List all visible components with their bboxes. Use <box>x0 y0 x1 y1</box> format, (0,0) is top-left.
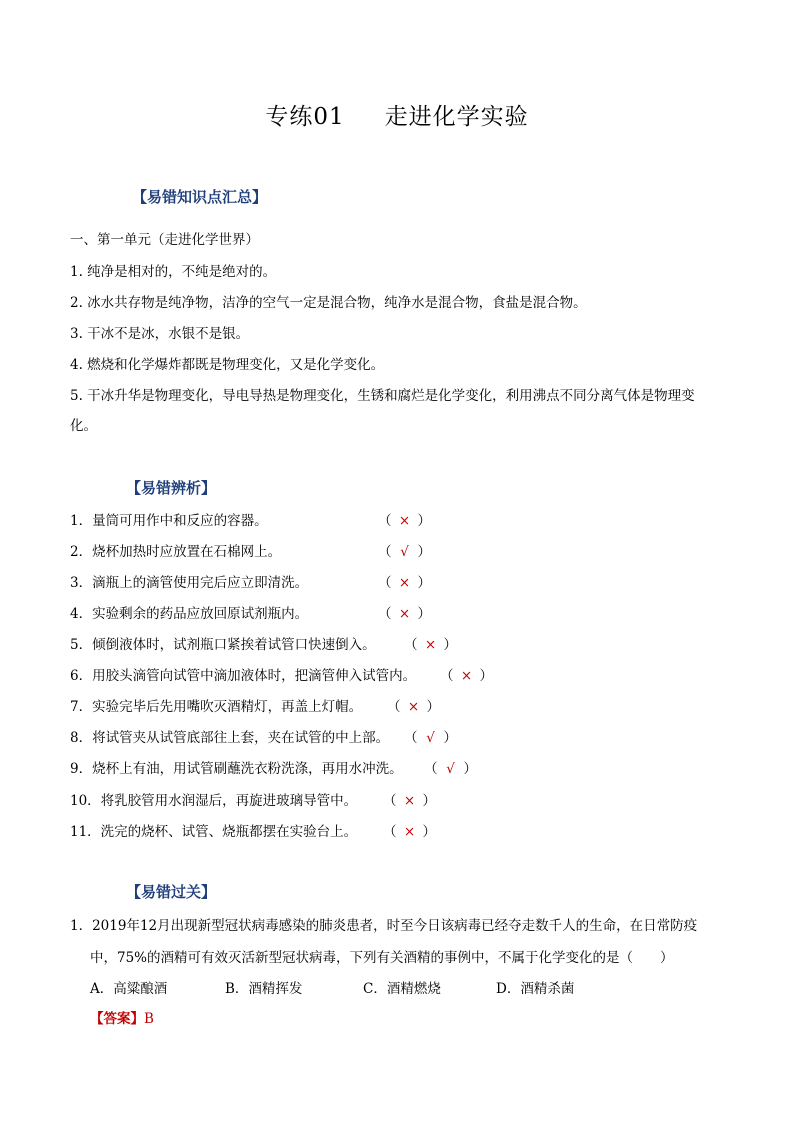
option-c: C．酒精燃烧 <box>363 981 441 997</box>
knowledge-point-continued: 化。 <box>70 418 97 434</box>
section-heading-practice: 【易错过关】 <box>126 883 217 901</box>
judgement-item: 6．用胶头滴管向试管中滴加液体时，把滴管伸入试管内。 <box>70 668 417 684</box>
judgement-item: 9．烧杯上有油，用试管刷蘸洗衣粉洗涤，再用水冲洗。 <box>70 761 403 777</box>
answer-label: 【答案】 <box>90 1011 144 1027</box>
knowledge-point: 5. 干冰升华是物理变化，导电导热是物理变化，生锈和腐烂是化学变化，利用沸点不同分离气体是物理变 <box>70 388 695 404</box>
judgement-item: 11．洗完的烧杯、试管、烧瓶都摆在实验台上。 <box>70 824 358 840</box>
page-title <box>0 98 794 131</box>
option-d: D．酒精杀菌 <box>496 981 575 997</box>
option-a: A．高粱酿酒 <box>90 981 168 997</box>
wrong-mark: × <box>407 699 420 715</box>
knowledge-point: 3. 干冰不是冰，水银不是银。 <box>70 326 250 342</box>
judgement-answer: （ × ） <box>383 793 436 809</box>
judgement-answer: （ √ ） <box>424 761 477 777</box>
wrong-mark: × <box>398 513 411 529</box>
judgement-answer: （ × ） <box>378 575 431 591</box>
judgement-item: 5．倾倒液体时，试剂瓶口紧挨着试管口快速倒入。 <box>70 637 376 653</box>
judgement-item: 8．将试管夹从试管底部往上套，夹在试管的中上部。 <box>70 730 390 746</box>
judgement-item: 2．烧杯加热时应放置在石棉网上。 <box>70 544 282 560</box>
judgement-answer: （ √ ） <box>404 730 457 746</box>
wrong-mark: × <box>460 668 473 684</box>
answer-line <box>90 1007 154 1027</box>
judgement-item: 10．将乳胶管用水润湿后，再旋进玻璃导管中。 <box>70 793 358 809</box>
check-mark: √ <box>426 730 435 746</box>
judgement-answer: （ × ） <box>383 824 436 840</box>
judgement-item: 1．量筒可用作中和反应的容器。 <box>70 513 268 529</box>
wrong-mark: × <box>398 575 411 591</box>
knowledge-point: 2. 冰水共存物是纯净物，洁净的空气一定是混合物，纯净水是混合物，食盐是混合物。 <box>70 295 587 311</box>
judgement-item: 7．实验完毕后先用嘴吹灭酒精灯，再盖上灯帽。 <box>70 699 363 715</box>
knowledge-point: 1. 纯净是相对的，不纯是绝对的。 <box>70 264 277 280</box>
answer-value: B <box>144 1011 154 1027</box>
option-b: B．酒精挥发 <box>225 981 303 997</box>
check-mark: √ <box>400 544 409 560</box>
judgement-answer: （ × ） <box>440 668 493 684</box>
title-code: 专练01 <box>265 104 345 130</box>
judgement-answer: （ × ） <box>378 606 431 622</box>
wrong-mark: × <box>424 637 437 653</box>
question-text-continued: 中，75%的酒精可有效灭活新型冠状病毒，下列有关酒精的事例中，不属于化学变化的是（ ） <box>90 950 674 966</box>
judgement-answer: （ × ） <box>404 637 457 653</box>
judgement-item: 4．实验剩余的药品应放回原试剂瓶内。 <box>70 606 309 622</box>
section-heading-knowledge: 【易错知识点汇总】 <box>132 188 268 206</box>
judgement-answer: （ × ） <box>387 699 440 715</box>
judgement-answer: （ × ） <box>378 513 431 529</box>
unit-heading: 一、第一单元（走进化学世界） <box>70 232 259 248</box>
judgement-item: 3．滴瓶上的滴管使用完后应立即清洗。 <box>70 575 309 591</box>
wrong-mark: × <box>403 793 416 809</box>
knowledge-point: 4. 燃烧和化学爆炸都既是物理变化，又是化学变化。 <box>70 357 385 373</box>
judgement-answer: （ √ ） <box>378 544 431 560</box>
question-text: 1．2019年12月出现新型冠状病毒感染的肺炎患者，时至今日该病毒已经夺走数千人的生命，在日常防疫 <box>70 918 698 934</box>
check-mark: √ <box>446 761 455 777</box>
section-heading-analysis: 【易错辨析】 <box>126 479 217 497</box>
wrong-mark: × <box>403 824 416 840</box>
title-topic: 走进化学实验 <box>384 104 529 130</box>
wrong-mark: × <box>398 606 411 622</box>
